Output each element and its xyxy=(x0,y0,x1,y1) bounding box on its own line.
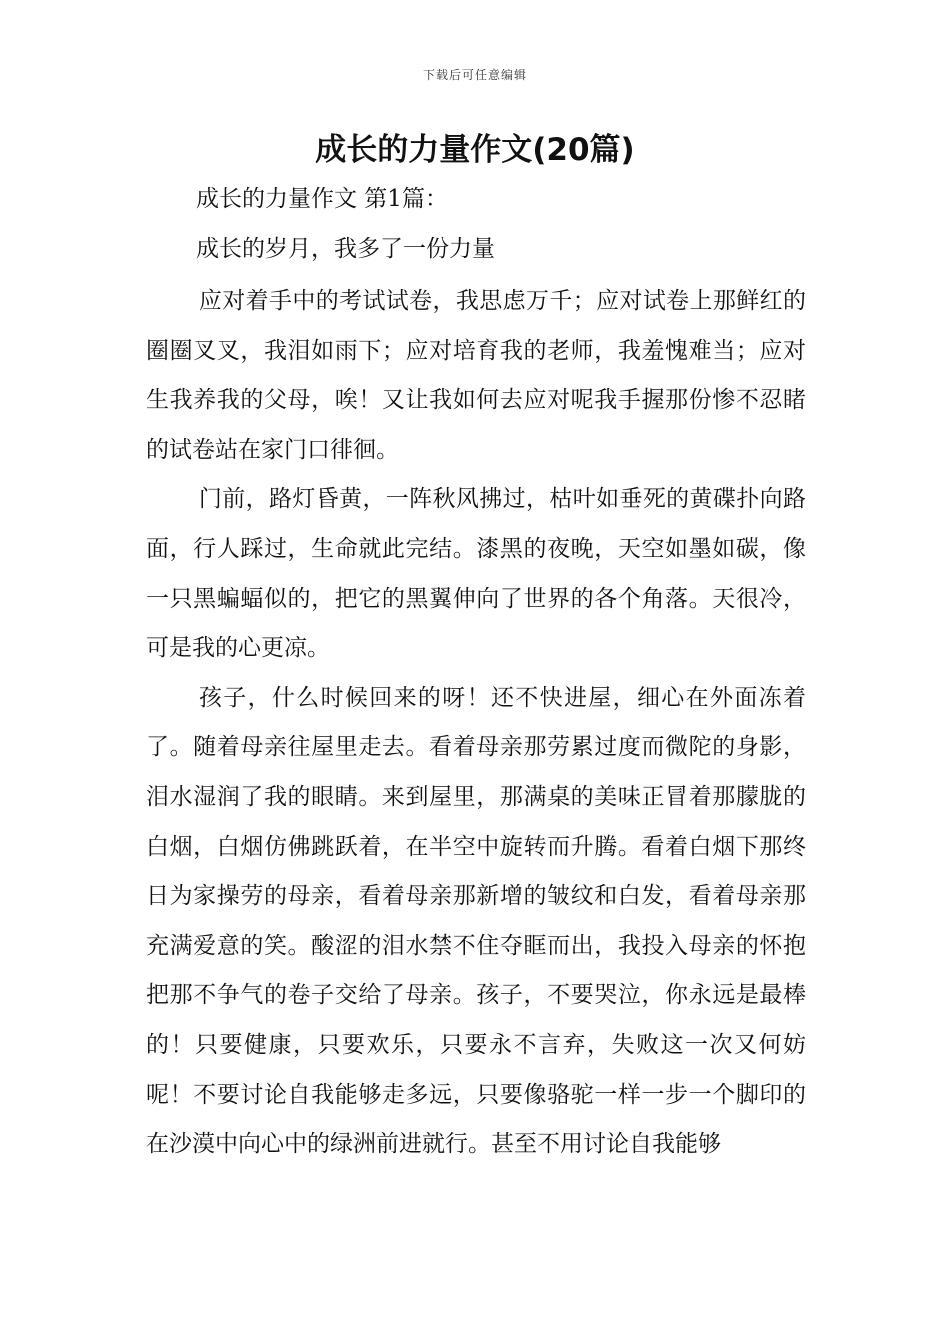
section-subheading: 成长的力量作文 第1篇： xyxy=(196,186,448,212)
essay-title: 成长的岁月，我多了一份力量 xyxy=(196,236,495,262)
essay-body xyxy=(146,277,806,1170)
paragraph-3: 孩子，什么时候回来的呀！还不快进屋，细心在外面冻着了。随着母亲往屋里走去。看着母亲那劳累过度而微陀的身影，泪水湿润了我的眼睛。来到屋里，那满桌的美味正冒着那朦胧的白烟，白烟仿佛跳跃着，在半空中旋转而升腾。看着白烟下那终日为家操劳的母亲，看着母亲那新增的皱纹和白发，看着母亲那充满爱意的笑。酸涩的泪水禁不住夺眶而出，我投入母亲的怀抱把那不争气的卷子交给了母亲。孩子，不要哭泣，你永远是最棒的！只要健康，只要欢乐，只要永不言弃，失败这一次又何妨呢！不要讨论自我能够走多远，只要像骆驼一样一步一个脚印的在沙漠中向心中的绿洲前进就行。甚至不用讨论自我能够 xyxy=(146,684,806,1158)
paragraph-1: 应对着手中的考试试卷，我思虑万千；应对试卷上那鲜红的圈圈叉叉，我泪如雨下；应对培育我的老师，我羞愧难当；应对生我养我的父母，唉！又让我如何去应对呢我手握那份惨不忍睹的试卷站在家门口徘徊。 xyxy=(146,288,806,463)
paragraph-2: 门前，路灯昏黄，一阵秋风拂过，枯叶如垂死的黄碟扑向路面，行人踩过，生命就此完结。漆黑的夜晚，天空如墨如碳，像一只黑蝙蝠似的，把它的黑翼伸向了世界的各个角落。天很冷，可是我的心更凉。 xyxy=(146,486,806,662)
page-header-note: 下载后可任意编辑 xyxy=(422,68,527,82)
document-title: 成长的力量作文(20篇) xyxy=(315,132,635,168)
